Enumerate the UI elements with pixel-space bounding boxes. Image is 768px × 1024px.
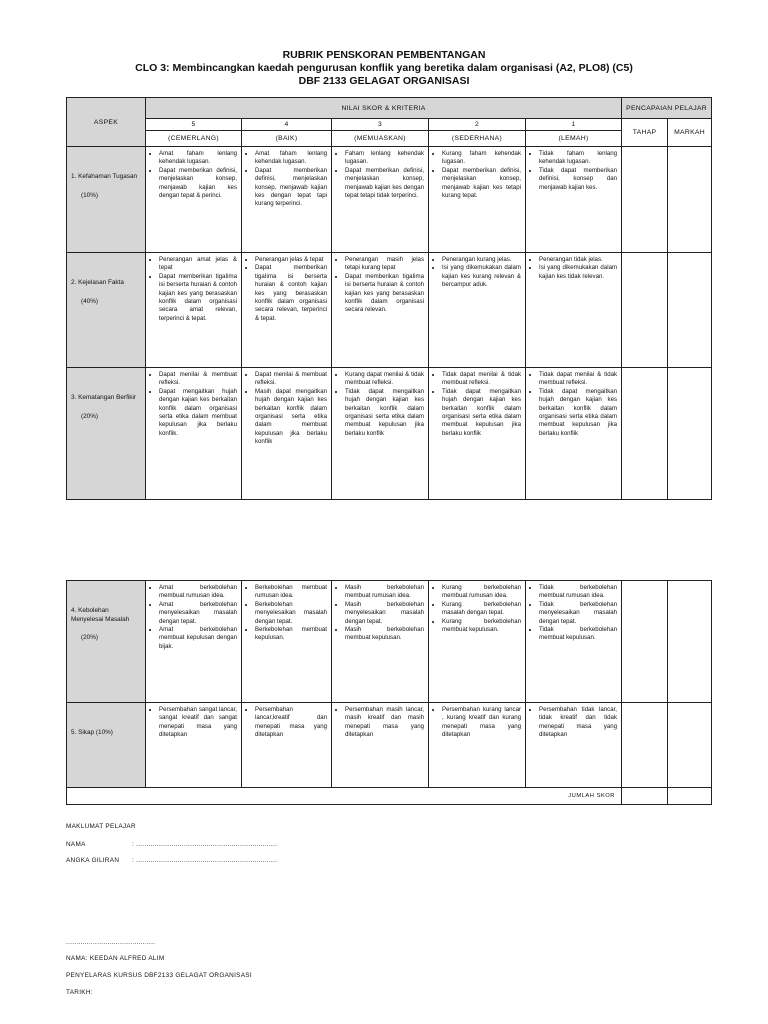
criteria-cell <box>332 703 429 788</box>
criteria-cell <box>429 703 526 788</box>
criteria-item: • Dapat memberikan definisi, menjelaskan konsep, menjawab kajian kes dengan tepat tapi kurang terperinci. <box>255 167 327 209</box>
aspek-cell <box>67 581 146 703</box>
criteria-list <box>336 256 424 315</box>
signature-nama: NAMA: KEEDAN ALFRED ALIM <box>66 955 165 962</box>
title-line-3: DBF 2133 GELAGAT ORGANISASI <box>298 75 470 87</box>
criteria-cell <box>526 368 622 500</box>
criteria-cell <box>429 368 526 500</box>
criteria-cell <box>332 368 429 500</box>
criteria-list <box>246 150 327 209</box>
criteria-item: • Tidak dapat memberikan definisi, konsep dan menjawab kajian kes. <box>539 167 617 192</box>
criteria-item: • Penerangan jelas & tepat <box>255 256 327 264</box>
criteria-item: • Dapat memberikan definisi, menjelaskan konsep, menjawab kajian kes tetapi kurang tepat. <box>442 167 521 201</box>
criteria-item: • Masih berkebolehan menyelesaikan masalah dengan tepat. <box>345 601 424 626</box>
criteria-cell <box>146 581 242 703</box>
criteria-cell <box>146 703 242 788</box>
criteria-cell <box>242 368 332 500</box>
aspek-percentage: (20%) <box>81 634 99 642</box>
criteria-list <box>530 150 617 192</box>
signature-penyelaras: PENYELARAS KURSUS DBF2133 GELAGAT ORGANISASI <box>66 972 252 979</box>
criteria-item: • Persembahan sangat lancar, sangat kreatif dan sangat menepati masa yang ditetapkan <box>159 706 237 740</box>
criteria-cell <box>526 581 622 703</box>
signature-tarikh: TARIKH: <box>66 989 93 996</box>
criteria-cell <box>526 147 622 253</box>
criteria-item: • Berkebolehan menyelesaikan masalah dengan tepat. <box>255 601 327 626</box>
criteria-item: • Masih dapat mengaitkan hujah dengan kajian kes berkaitan konflik dalam organisasi serta etika dalam membuat kepulusan jika berlaku konflik <box>255 388 327 447</box>
criteria-list <box>433 371 521 438</box>
markah-cell <box>668 581 712 703</box>
markah-cell <box>668 368 712 500</box>
criteria-item: • Isi yang dikemukakan dalam kajian kes tidak relevan. <box>539 264 617 281</box>
level-score-3: 3 <box>332 119 429 131</box>
criteria-cell <box>429 253 526 368</box>
jumlah-markah-cell <box>668 788 712 805</box>
aspek-cell <box>67 368 146 500</box>
title-line-2: CLO 3: Membincangkan kaedah pengurusan konflik yang beretika dalam organisasi (A2, PLO8) (C5) <box>135 62 633 74</box>
criteria-item: • Persembahan masih lancar, masih kreatif dan masih menepati masa yang ditetapkan <box>345 706 424 740</box>
aspek-header: ASPEK <box>67 98 146 147</box>
level-name-5: (CEMERLANG) <box>146 131 242 147</box>
criteria-item: • Dapat memberikan tigaIima isi berserta huraian & contoh kajian kes yang berasaskan konflik dalam organisasi secara relevan, terperinci & tepat. <box>255 264 327 323</box>
criteria-item: • Tidak dapat menilai & tidak membuat refleksi. <box>442 371 521 388</box>
criteria-item: • Dapat memberikan definisi, menjelaskan konsep, menjawab kajian kes dengan tepat tetapi tidak terperinci. <box>345 167 424 201</box>
criteria-item: • Penerangan masih jelas tetapi kurang tepat <box>345 256 424 273</box>
angka-giliran-label: ANGKA GILIRAN <box>66 857 120 864</box>
criteria-list <box>433 706 521 740</box>
level-score-2: 2 <box>429 119 526 131</box>
tahap-cell <box>622 368 668 500</box>
pencapaian-header: PENCAPAIAN PELAJAR <box>622 98 712 119</box>
criteria-cell <box>242 581 332 703</box>
criteria-cell <box>146 368 242 500</box>
level-score-5: 5 <box>146 119 242 131</box>
criteria-item: • Persembahan kurang lancar , kurang kreatif dan kurang menepati masa yang ditetapkan <box>442 706 521 740</box>
nilai-skor-header: NILAI SKOR & KRITERIA <box>146 98 622 119</box>
criteria-cell <box>526 253 622 368</box>
aspek-cell <box>67 703 146 788</box>
aspek-name: Kejelasan Fakta <box>78 279 124 286</box>
aspek-percentage: (20%) <box>81 412 99 420</box>
criteria-list <box>530 256 617 281</box>
tahap-cell <box>622 703 668 788</box>
aspek-name: Kefahaman Tugasan <box>78 173 138 180</box>
nama-label: NAMA <box>66 841 86 848</box>
aspek-percentage: (40%) <box>81 297 99 305</box>
criteria-list <box>150 706 237 740</box>
criteria-list <box>530 371 617 438</box>
rubric-table-part-1 <box>66 97 712 500</box>
criteria-list <box>246 706 327 740</box>
criteria-cell <box>332 253 429 368</box>
maklumat-pelajar-heading: MAKLUMAT PELAJAR <box>66 823 136 830</box>
criteria-list <box>246 256 327 323</box>
rubric-table-part-2 <box>66 580 712 805</box>
criteria-item: • Amat berkebolehan membuat kepulusan dengan bijak. <box>159 626 237 651</box>
criteria-cell <box>146 147 242 253</box>
criteria-item: • Dapat memberikan tigaIima isi berserta huraian & contoh kajian kes yang berasaskan konflik dalam organisasi secara relevan. <box>345 273 424 315</box>
aspek-cell <box>67 253 146 368</box>
level-name-2: (SEDERHANA) <box>429 131 526 147</box>
criteria-list <box>150 256 237 323</box>
criteria-item: • Penerangan amat jelas & tepat <box>159 256 237 273</box>
aspek-name: Kematangan Berfikir <box>78 394 137 401</box>
criteria-item: • Tidak dapat mengaitkan hujah dengan kajian kes berkaitan konflik dalam organisasi serta etika dalam membuat kepulusan jika berlaku konflik <box>539 388 617 438</box>
criteria-list <box>336 584 424 643</box>
criteria-list <box>246 584 327 643</box>
criteria-item: • Persembahan lancar,kreatif dan menepati masa yang ditetapkan <box>255 706 327 740</box>
criteria-item: • Dapat memberikan definisi, menjelaskan konsep, menjawab kajian kes dengan tepat & perinci. <box>159 167 237 201</box>
aspek-number: 1. <box>71 173 77 180</box>
criteria-item: • Persembahan tidak lancar, tidak kreatif dan tidak menepati masa yang ditetapkan <box>539 706 617 740</box>
jumlah-tahap-cell <box>622 788 668 805</box>
criteria-item: • Masih berkebolehan membuat rumusan idea. <box>345 584 424 601</box>
aspek-percentage: (10%) <box>81 191 99 199</box>
aspek-number: 3. <box>71 394 77 401</box>
criteria-list <box>530 584 617 643</box>
criteria-item: • Faham lenlang kehendak lugasan. <box>345 150 424 167</box>
title-line-1: RUBRIK PENSKORAN PEMBENTANGAN <box>282 49 486 61</box>
aspek-name: Sikap (10%) <box>78 729 113 736</box>
criteria-item: • Tidak dapat menilai & tidak membuat refleksi. <box>539 371 617 388</box>
criteria-item: • Berkebolehan membuat kepulusan. <box>255 626 327 643</box>
level-name-4: (BAIK) <box>242 131 332 147</box>
criteria-item: • Tidak dapat mengaitkan hujah dengan kajian kes berkaitan konflik dalam organisasi serta etika dalam membuat kepulusan jika berlaku konflik <box>442 388 521 438</box>
criteria-item: • Penerangan kurang jelas. <box>442 256 521 264</box>
criteria-list <box>433 256 521 290</box>
criteria-item: • Amat berkebolehan menyelesaikan masalah dengan tepat. <box>159 601 237 626</box>
document-title <box>0 49 768 88</box>
criteria-cell <box>146 253 242 368</box>
criteria-list <box>150 584 237 651</box>
jumlah-skor-label: JUMLAH SKOR <box>67 788 622 805</box>
markah-header: MARKAH <box>668 119 712 147</box>
criteria-item: • Berkebolehan membuat rumusan idea. <box>255 584 327 601</box>
criteria-item: • Masih berkebolehan membuat kepulusan. <box>345 626 424 643</box>
markah-cell <box>668 147 712 253</box>
criteria-item: • Amat faham lenlang kehendak lugasan. <box>159 150 237 167</box>
nama-line <box>66 841 277 848</box>
tahap-cell <box>622 147 668 253</box>
markah-cell <box>668 703 712 788</box>
signature-dots: ........................................... <box>66 939 156 946</box>
criteria-item: • Isi yang dikemukakan dalam kajian kes kurang relevan & bercampur aduk. <box>442 264 521 289</box>
criteria-list <box>530 706 617 740</box>
markah-cell <box>668 253 712 368</box>
criteria-list <box>433 584 521 634</box>
level-name-3: (MEMUASKAN) <box>332 131 429 147</box>
criteria-item: • Tidak faham lenlang kehendak lugasan. <box>539 150 617 167</box>
tahap-header: TAHAP <box>622 119 668 147</box>
criteria-item: • Tidak dapat mengaitkan hujah dengan kajian kes berkaitan konflik dalam organisasi serta etika dalam membuat kepulusan jika berlaku konflik <box>345 388 424 438</box>
criteria-item: • Dapat mengaitkan hujah dengan kajian kes berkaitan konflik dalam organisasi serta etika dalam membuat kepulusan jika berlaku konflik. <box>159 388 237 438</box>
criteria-list <box>336 150 424 200</box>
criteria-item: • Kurang faham kehendak lugasan. <box>442 150 521 167</box>
criteria-cell <box>242 703 332 788</box>
aspek-name: Kebolehan Menyelesai Masalah <box>71 607 130 623</box>
level-score-4: 4 <box>242 119 332 131</box>
criteria-cell <box>429 147 526 253</box>
criteria-item: • Kurang berkebolehan membuat rumusan idea. <box>442 584 521 601</box>
criteria-item: • Tidak berkebolehan membuat rumusan idea. <box>539 584 617 601</box>
criteria-item: • Amat berkebolehan membuat rumusan idea. <box>159 584 237 601</box>
criteria-list <box>433 150 521 200</box>
aspek-number: 4. <box>71 607 77 614</box>
criteria-item: • Tidak berkebolehan menyelesaikan masalah dengan tepat. <box>539 601 617 626</box>
criteria-list <box>246 371 327 447</box>
criteria-item: • Dapat memberikan tigaIima isi berserta huraian & contoh kajian kes yang berasaskan konflik dalam organisasi secara amat relevan, terperinci & tepat. <box>159 273 237 323</box>
criteria-item: • Dapat menilai & membuat refleksi. <box>255 371 327 388</box>
criteria-cell <box>332 581 429 703</box>
criteria-list <box>336 706 424 740</box>
aspek-number: 2. <box>71 279 77 286</box>
criteria-item: • Kurang dapat menilai & tidak membuat refleksi. <box>345 371 424 388</box>
angka-giliran-blank: : .................................................................... <box>132 857 278 864</box>
criteria-cell <box>429 581 526 703</box>
criteria-cell <box>242 147 332 253</box>
tahap-cell <box>622 581 668 703</box>
tahap-cell <box>622 253 668 368</box>
angka-giliran-line <box>66 857 277 864</box>
criteria-cell <box>332 147 429 253</box>
criteria-item: • Penerangan tidak jelas. <box>539 256 617 264</box>
aspek-cell <box>67 147 146 253</box>
criteria-cell <box>526 703 622 788</box>
aspek-number: 5. <box>71 729 77 736</box>
criteria-list <box>150 150 237 200</box>
criteria-item: • Kurang berkebolehan masalah dengan tepat. <box>442 601 521 618</box>
criteria-list <box>336 371 424 438</box>
nama-blank: : .................................................................... <box>132 841 278 848</box>
level-name-1: (LEMAH) <box>526 131 622 147</box>
level-score-1: 1 <box>526 119 622 131</box>
criteria-cell <box>242 253 332 368</box>
criteria-item: • Dapat menilai & membuat refleksi. <box>159 371 237 388</box>
criteria-item: • Kurang berkebolehan membuat kepulusan. <box>442 618 521 635</box>
criteria-item: • Tidak berkebolehan membuat kepulusan. <box>539 626 617 643</box>
criteria-item: • Amat faham lenlang kehendak lugasan. <box>255 150 327 167</box>
criteria-list <box>150 371 237 438</box>
